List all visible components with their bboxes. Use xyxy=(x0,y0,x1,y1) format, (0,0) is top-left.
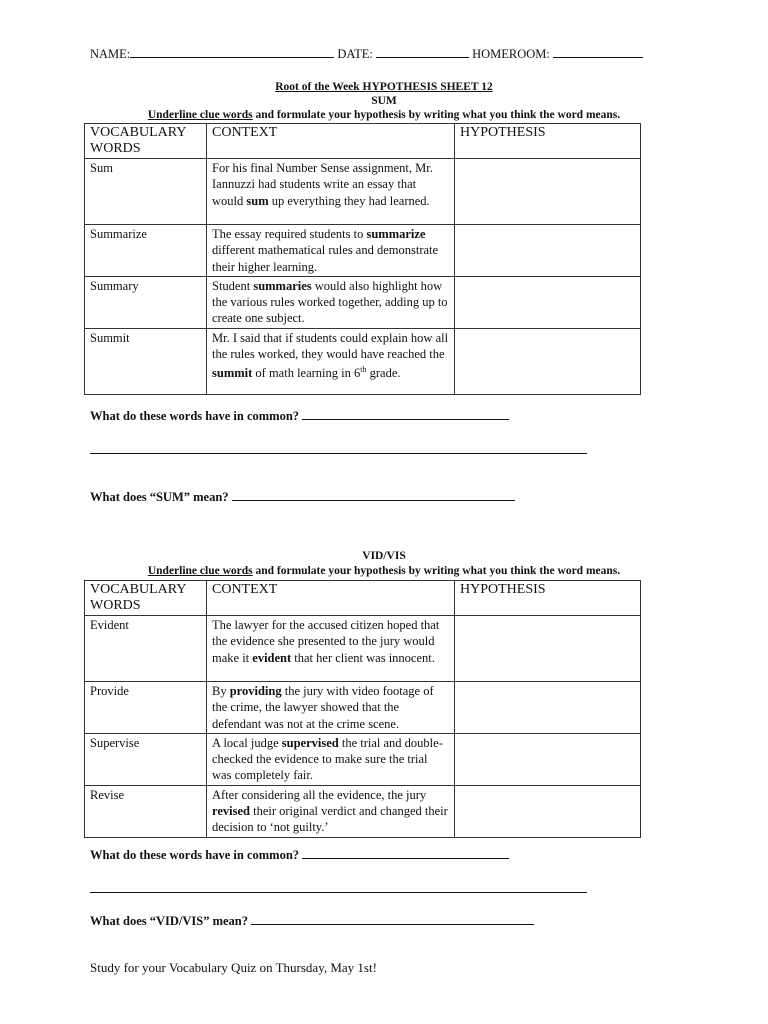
hypothesis-cell[interactable] xyxy=(455,159,641,225)
date-blank[interactable] xyxy=(376,45,469,58)
instructions-underlined: Underline clue words xyxy=(147,565,253,577)
table-row xyxy=(85,276,641,328)
context-cell: The essay required students to summarize different mathematical rules and demonstrate their higher learning. xyxy=(207,225,455,277)
col-hypothesis-header: HYPOTHESIS xyxy=(455,124,641,159)
vocab-word: Summarize xyxy=(85,225,207,277)
col-context-header: CONTEXT xyxy=(207,581,455,616)
homeroom-blank[interactable] xyxy=(553,45,643,58)
table-header-row xyxy=(85,581,641,616)
vocab-word: Evident xyxy=(85,616,207,682)
context-cell: Mr. I said that if students could explain how all the rules worked, they would have reached the summit of math learning in 6th grade. xyxy=(207,328,455,394)
vocab-word: Provide xyxy=(85,682,207,734)
instructions-sum xyxy=(0,109,768,121)
table-header-row xyxy=(85,124,641,159)
instructions-rest: and formulate your hypothesis by writing what you think the word means. xyxy=(252,565,621,577)
hypothesis-cell[interactable] xyxy=(455,785,641,837)
context-cell: For his final Number Sense assignment, Mr. Iannuzzi had students write an essay that would sum up everything they had learned. xyxy=(207,159,455,225)
clue-word: supervised xyxy=(281,735,339,750)
root-heading-vidvis: VID/VIS xyxy=(362,550,406,562)
table-row xyxy=(85,785,641,837)
instructions-rest: and formulate your hypothesis by writing what you think the word means. xyxy=(252,109,621,121)
quiz-reminder: Study for your Vocabulary Quiz on Thursday, May 1st! xyxy=(90,960,377,975)
vocab-word: Summary xyxy=(85,276,207,328)
hypothesis-cell[interactable] xyxy=(455,328,641,394)
answer-blank[interactable] xyxy=(302,846,509,859)
vocab-word: Revise xyxy=(85,785,207,837)
col-vocab-header: VOCABULARY WORDS xyxy=(85,124,207,159)
context-cell: By providing the jury with video footage of the crime, the lawyer showed that the defendant was not at the crime scene. xyxy=(207,682,455,734)
answer-blank[interactable] xyxy=(251,912,534,925)
context-cell: Student summaries would also highlight how the various rules worked together, adding up to create one subject. xyxy=(207,276,455,328)
clue-word: summaries xyxy=(253,278,312,293)
question-meaning-vidvis: What does “VID/VIS” mean? xyxy=(90,912,534,929)
instructions-vidvis xyxy=(0,565,768,577)
context-cell: After considering all the evidence, the jury revised their original verdict and changed their decision to ‘not guilty.’ xyxy=(207,785,455,837)
vocab-table-vidvis xyxy=(84,580,641,838)
clue-word: evident xyxy=(252,650,292,665)
vocab-table-sum xyxy=(84,123,641,395)
context-cell: The lawyer for the accused citizen hoped that the evidence she presented to the jury would make it evident that her client was innocent. xyxy=(207,616,455,682)
context-cell: A local judge supervised the trial and double-checked the evidence to make sure the trial was completely fair. xyxy=(207,733,455,785)
clue-word: revised xyxy=(212,804,250,819)
hypothesis-cell[interactable] xyxy=(455,616,641,682)
vocab-word: Summit xyxy=(85,328,207,394)
col-context-header: CONTEXT xyxy=(207,124,455,159)
header-fields xyxy=(90,45,643,62)
hypothesis-cell[interactable] xyxy=(455,225,641,277)
table-row xyxy=(85,616,641,682)
vocab-word: Supervise xyxy=(85,733,207,785)
col-hypothesis-header: HYPOTHESIS xyxy=(455,581,641,616)
root-heading-sum: SUM xyxy=(371,95,397,107)
clue-word: sum xyxy=(246,193,269,208)
question-meaning-sum: What does “SUM” mean? xyxy=(90,488,515,505)
hypothesis-cell[interactable] xyxy=(455,276,641,328)
ordinal-suffix: th xyxy=(360,365,367,375)
vocab-word: Sum xyxy=(85,159,207,225)
answer-blank[interactable] xyxy=(232,488,515,501)
col-vocab-header: VOCABULARY WORDS xyxy=(85,581,207,616)
homeroom-label: HOMEROOM: xyxy=(472,47,550,61)
table-row xyxy=(85,328,641,394)
table-row xyxy=(85,225,641,277)
date-label: DATE: xyxy=(337,47,373,61)
hypothesis-cell[interactable] xyxy=(455,733,641,785)
question-common-sum: What do these words have in common? xyxy=(90,407,509,424)
instructions-underlined: Underline clue words xyxy=(147,109,253,121)
answer-line[interactable] xyxy=(90,453,587,454)
sheet-title: Root of the Week HYPOTHESIS SHEET 12 xyxy=(275,81,493,93)
answer-blank[interactable] xyxy=(302,407,509,420)
name-blank[interactable] xyxy=(130,45,334,58)
table-row xyxy=(85,733,641,785)
table-row xyxy=(85,682,641,734)
clue-word: summit xyxy=(212,366,253,381)
table-row xyxy=(85,159,641,225)
question-common-vidvis: What do these words have in common? xyxy=(90,846,509,863)
clue-word: summarize xyxy=(366,227,426,241)
answer-line[interactable] xyxy=(90,892,587,893)
clue-word: providing xyxy=(229,684,282,698)
hypothesis-cell[interactable] xyxy=(455,682,641,734)
name-label: NAME: xyxy=(90,47,131,61)
